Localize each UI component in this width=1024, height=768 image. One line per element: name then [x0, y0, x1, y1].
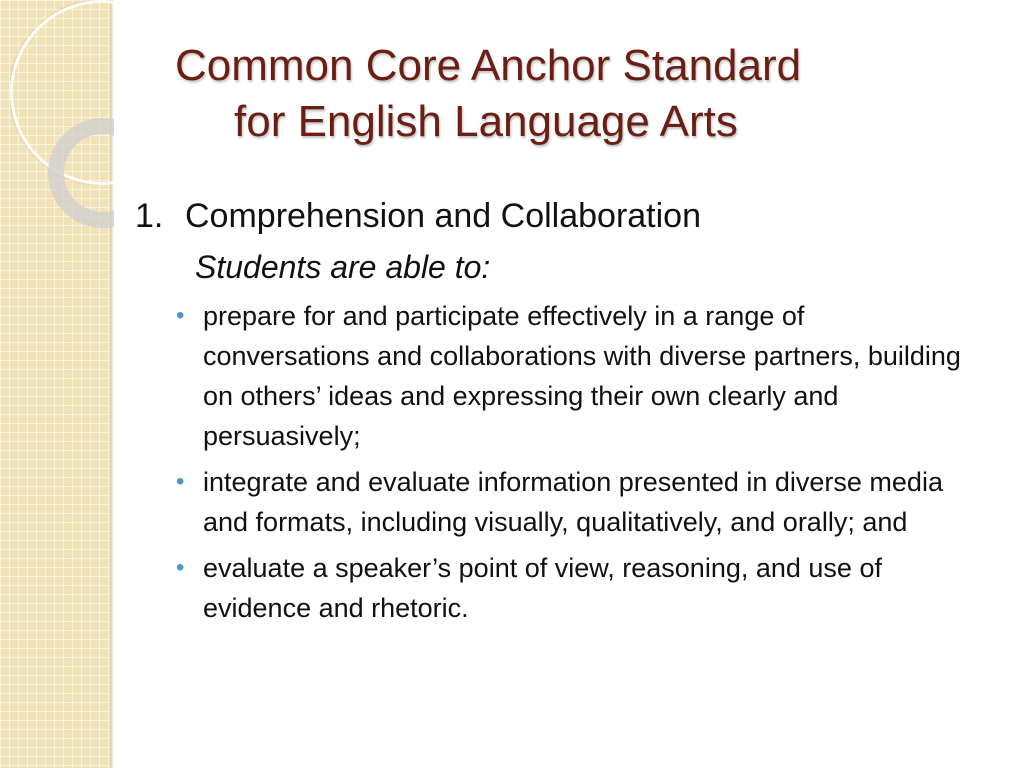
list-item — [173, 296, 965, 456]
title-line-1: Common Core Anchor Standard — [175, 41, 802, 90]
section-heading-text: Comprehension and Collaboration — [185, 197, 701, 235]
bullet-icon: • — [176, 554, 185, 581]
list-item — [173, 462, 965, 542]
title-line-2: for English Language Arts — [234, 97, 738, 146]
bullet-text: prepare for and participate effectively in a range of conversations and collaborations with diverse partners, building on others’ ideas and expressing their own clearly and persuasively; — [203, 301, 961, 451]
bullet-text: integrate and evaluate information presented in diverse media and formats, including visually, qualitatively, and orally; and — [203, 467, 943, 537]
section-heading — [135, 192, 965, 240]
slide-title — [150, 38, 950, 150]
slide-content — [135, 192, 965, 634]
bullet-list — [135, 296, 965, 628]
list-item — [173, 548, 965, 628]
bullet-icon: • — [176, 302, 185, 329]
bullet-text: evaluate a speaker’s point of view, reasoning, and use of evidence and rhetoric. — [203, 553, 882, 623]
section-number: 1. — [135, 197, 164, 235]
bullet-icon: • — [176, 468, 185, 495]
intro-text: Students are able to: — [195, 249, 491, 285]
